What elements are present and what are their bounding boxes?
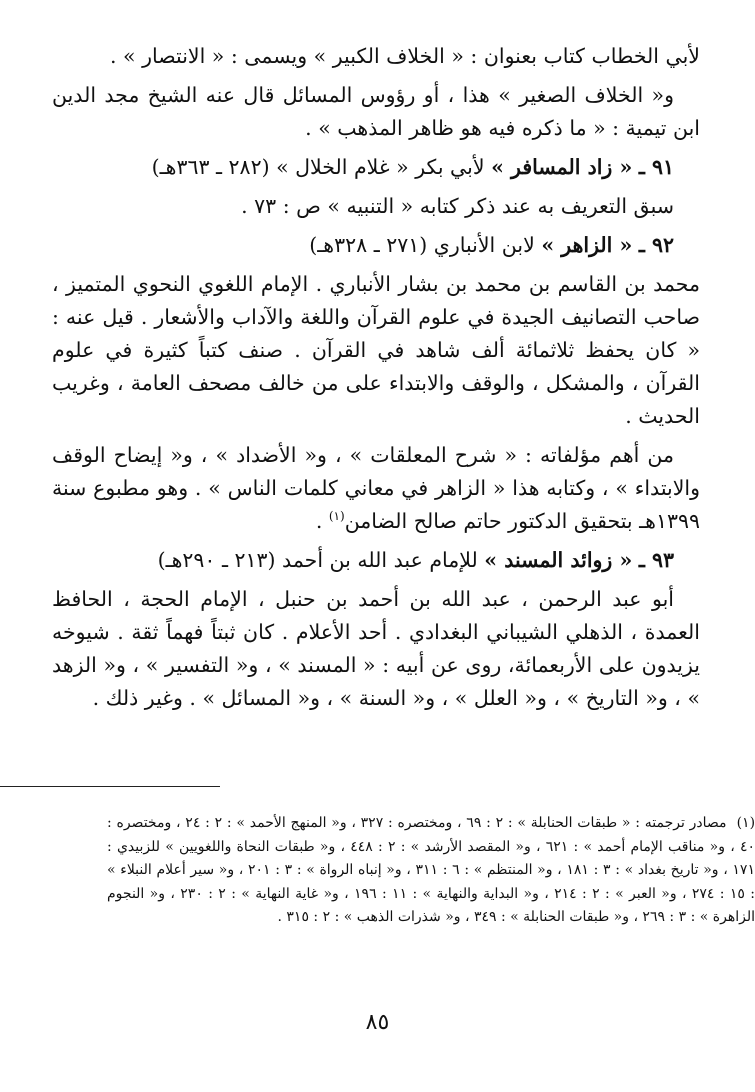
entry-92-biography: محمد بن القاسم بن محمد بن بشار الأنباري . الإمام اللغوي النحوي المتميز ، صاحب التصانيف الجيدة في علوم القرآن واللغة والآداب والأشعار . قيل عنه : « كان يحفظ ثلاثمائة ألف شاهد في القرآن . صنف كتباً كثيرة في علوم القرآن ، والمشكل ، والوقف والابتداء على من خالف مصحف العامة ، وغريب الحديث . [52,272,700,428]
entry-91-author: لأبي بكر « غلام الخلال » (٢٨٢ ـ ٣٦٣هـ) [151,155,485,179]
page-number: ٨٥ [365,1010,390,1035]
entry-92-works-text: من أهم مؤلفاته : « شرح المعلقات » ، و« الأضداد » ، و« إيضاح الوقف والابتداء » ، وكتابه هذا « الزاهر في معاني كلمات الناس » . وهو مطبوع سنة ١٣٩٩هـ بتحقيق الدكتور حاتم صالح الضامن [52,443,700,533]
footnote-reference[interactable]: (١) [328,509,345,524]
entry-93-author: للإمام عبد الله بن أحمد (٢١٣ ـ ٢٩٠هـ) [157,548,478,572]
footnote-number: (١) [736,815,755,831]
entry-92-book-title: « الزاهر » [541,233,633,257]
entry-93-heading [52,544,700,577]
entry-93-biography: أبو عبد الرحمن ، عبد الله بن أحمد بن حنبل ، الإمام الحجة ، الحافظ العمدة ، الذهلي الشيباني البغدادي . أحد الأعلام . كان ثبتاً فهماً ثقة . شيوخه يزيدون على الأربعمائة، روى عن أبيه : « المسند » ، و« التفسير » ، و« الزهد » ، و« التاريخ » ، و« العلل » ، و« السنة » ، و« المسائل » . وغير ذلك . [52,587,700,710]
entry-92-author: لابن الأنباري (٢٧١ ـ ٣٢٨هـ) [309,233,535,257]
entry-91-text: سبق التعريف به عند ذكر كتابه « التنبيه » ص : ٧٣ . [241,194,674,218]
entry-91-heading [52,151,700,184]
entry-91-book-title: « زاد المسافر » [491,155,633,179]
entry-93-book-title: « زوائد المسند » [484,548,633,572]
paragraph-intro-2: و« الخلاف الصغير » هذا ، أو رؤوس المسائل قال عنه الشيخ مجد الدين ابن تيمية : « ما ذكره فيه هو ظاهر المذهب » . [52,83,700,140]
entry-92-works-end: . [315,509,329,533]
entry-93-number: ٩٣ ـ [638,548,674,572]
entry-92-number: ٩٢ ـ [638,233,674,257]
footnote-text: مصادر ترجمته : « طبقات الحنابلة » : ٢ : ٦٩ ، ومختصره : ٣٢٧ ، و« المنهج الأحمد » : ٢ : ٢٤ ، ومختصره : ٤٠ ، و« مناقب الإمام أحمد » : ٦٢١ ، و« المقصد الأرشد » : ٢ : ٤٤٨ ، و« طبقات النحاة واللغويين » للزبيدي : ١٧١ ، و« تاريخ بغداد » : ٣ : ١٨١ ، و« المنتظم » : ٦ : ٣١١ ، و« إنباه الرواة » : ٣ : ٢٠١ ، و« سير أعلام النبلاء » : ١٥ : ٢٧٤ ، و« العبر » : ٢ : ٢١٤ ، و« البداية والنهاية » : ١١ : ١٩٦ ، و« غاية النهاية » : ٢ : ٢٣٠ ، و« النجوم الزاهرة » : ٣ : ٢٦٩ ، و« طبقات الحنابلة » : ٣٤٩ ، و« شذرات الذهب » : ٢ : ٣١٥ . [107,815,755,925]
entry-91-number: ٩١ ـ [638,155,674,179]
page-body [52,40,700,721]
paragraph-intro-1: لأبي الخطاب كتاب بعنوان : « الخلاف الكبير » ويسمى : « الانتصار » . [110,44,700,68]
entry-92-works [52,439,700,538]
entry-92-heading [52,229,700,262]
footnote-divider [0,786,220,787]
footnote-section [107,812,755,930]
